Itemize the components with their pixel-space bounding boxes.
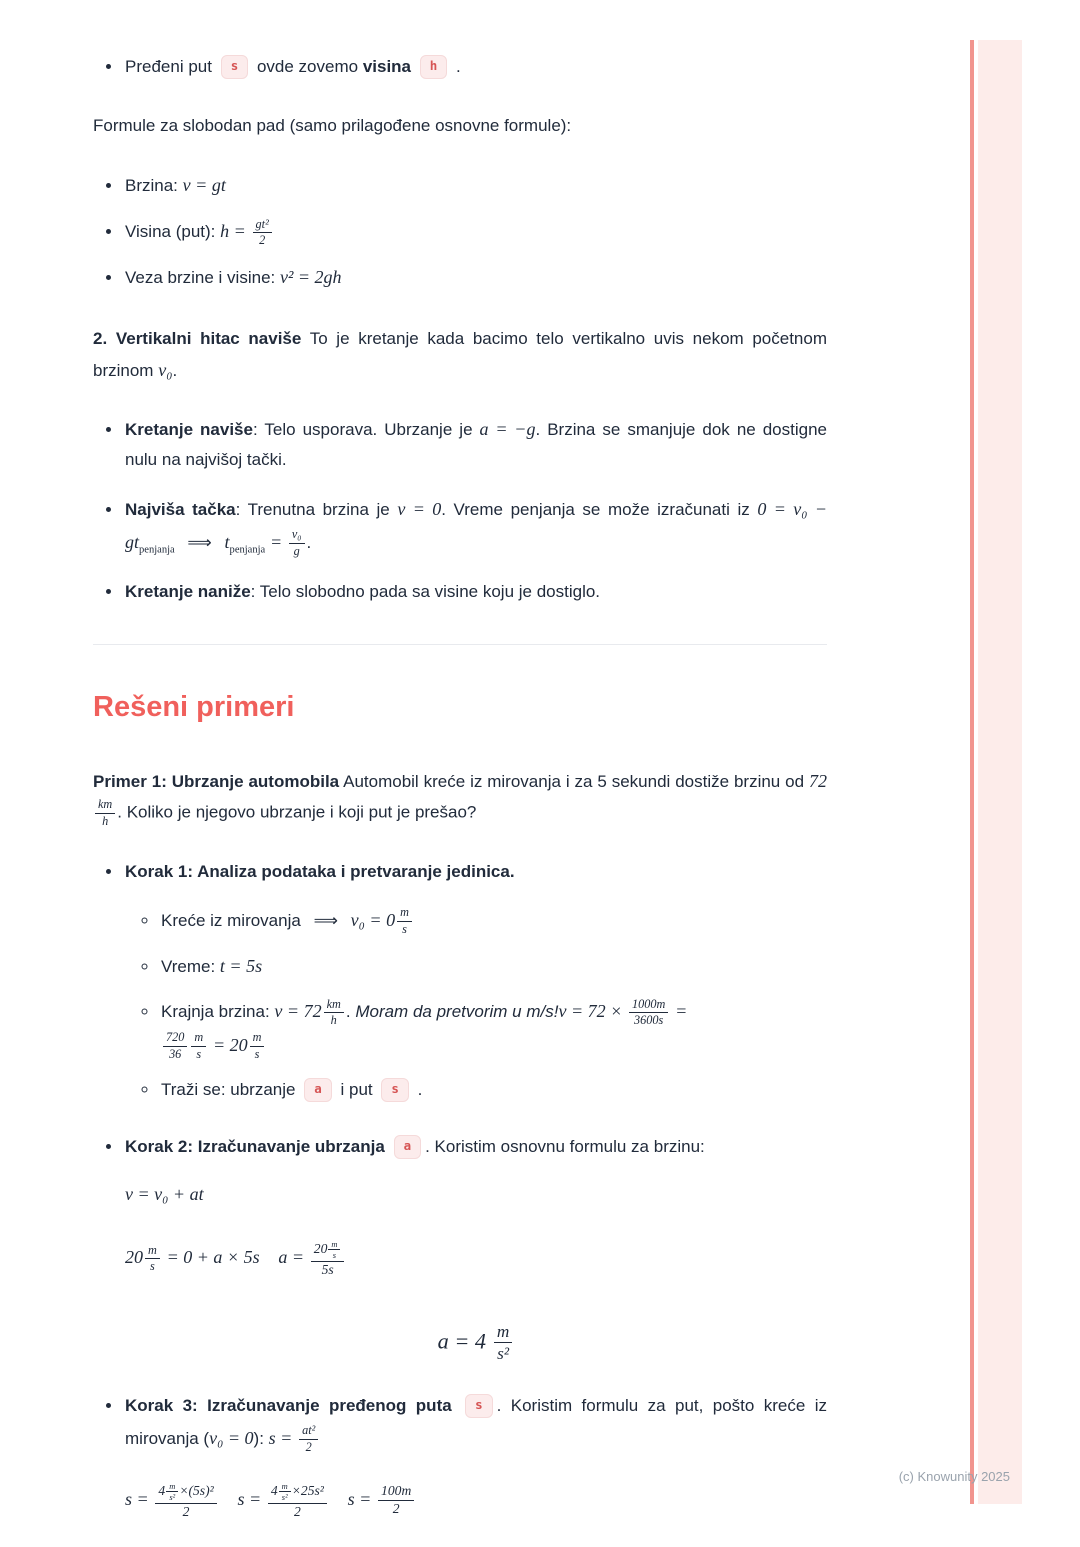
section-heading: Rešeni primeri [93, 690, 295, 723]
text: Kreće iz mirovanja [161, 910, 301, 930]
math-expression: v = gt [182, 175, 226, 196]
fraction [250, 1030, 265, 1062]
math-expression: a = 4 [437, 1328, 487, 1354]
equation-line [125, 1239, 827, 1279]
math-expression: 4 [270, 1482, 278, 1498]
fraction [95, 797, 115, 829]
fraction [163, 1030, 187, 1062]
text-bold: Korak 1: Analiza podataka i pretvaranje jedinica. [125, 861, 515, 881]
code-badge-a: a [304, 1078, 332, 1102]
math-expression: s = [237, 1489, 262, 1510]
math-expression: ×25s² [291, 1482, 324, 1498]
fraction-numerator: m [145, 1243, 160, 1259]
fraction-denominator: 36 [169, 1046, 182, 1061]
fraction-numerator [268, 1481, 327, 1504]
text-bold: Korak 3: Izračunavanje pređenog puta [125, 1395, 452, 1415]
section2-paragraph [93, 324, 827, 387]
fraction [311, 1239, 345, 1279]
math-expression: t = 5s [219, 955, 263, 976]
document-content [93, 52, 827, 1547]
math-expression: a = −g [479, 418, 536, 439]
math-expression: ×(5s)² [179, 1482, 214, 1498]
fraction-numerator: 100m [378, 1483, 414, 1501]
math-expression: = [675, 1001, 688, 1022]
top-bullet-list [93, 52, 827, 83]
section2-bullet-list [93, 413, 827, 608]
text: Traži se: ubrzanje [161, 1080, 296, 1100]
text: : Trenutna brzina je [235, 500, 390, 520]
fraction-denominator: h [102, 813, 109, 828]
sub-list-item [159, 904, 827, 937]
italic-note: Moram da pretvorim u m/s! [355, 1002, 559, 1022]
fraction [397, 905, 412, 937]
math-expression: 0 = v₀ − gt [125, 499, 828, 552]
equation [347, 1483, 417, 1517]
math-expression: 72 [808, 770, 827, 791]
text: i put [340, 1080, 373, 1100]
fraction-numerator: m [494, 1321, 512, 1344]
text-bold: Najviša tačka [125, 500, 236, 520]
fraction-numerator [311, 1239, 345, 1262]
fraction-denominator: s² [169, 1492, 176, 1503]
text-bold: Kretanje naviše [125, 419, 253, 439]
fraction [191, 1030, 206, 1062]
fraction-numerator: m [191, 1030, 206, 1046]
fraction-numerator: gt² [253, 217, 272, 233]
list-item [123, 493, 827, 560]
fraction [268, 1481, 327, 1521]
text: . [172, 361, 178, 381]
math-expression: = 0 + a × 5s [166, 1247, 260, 1268]
equation [237, 1480, 333, 1519]
code-badge-s: s [221, 55, 249, 79]
code-badge-h: h [420, 55, 448, 79]
list-item [123, 169, 827, 202]
fraction-denominator: s² [281, 1492, 288, 1503]
math-expression: 4 [158, 1482, 166, 1498]
section2-title: 2. Vertikalni hitac naviše [93, 328, 302, 348]
fraction [279, 1481, 291, 1503]
fraction-denominator: 2 [259, 232, 266, 247]
fraction-denominator: s [254, 1046, 260, 1061]
divider [93, 644, 827, 645]
primer1-paragraph [93, 765, 827, 829]
sub-list-item [159, 995, 827, 1062]
text: . [306, 532, 312, 552]
math-subscript: penjanja [229, 544, 266, 556]
text: Pređeni put [125, 57, 212, 76]
list-item [123, 52, 827, 83]
math-expression: a = [278, 1247, 305, 1268]
fraction-denominator: 2 [305, 1439, 312, 1454]
fraction-numerator: at² [299, 1423, 318, 1439]
text: . [456, 57, 461, 76]
korak-list [93, 857, 827, 1521]
fraction-numerator: m [397, 905, 412, 921]
math-expression: v = v₀ + at [125, 1184, 204, 1205]
text: ovde zovemo [256, 57, 359, 76]
lead-paragraph: Formule za slobodan pad (samo prilagođene osnovne formule): [93, 115, 572, 135]
fraction-numerator [155, 1481, 216, 1504]
sub-list-item [159, 950, 827, 983]
fraction-denominator: s [150, 1259, 155, 1274]
bullet-korak1 [123, 857, 827, 1106]
fraction-numerator: 1000m [629, 997, 668, 1013]
fraction [378, 1483, 414, 1518]
implies-arrow: ⟹ [313, 910, 338, 931]
math-expression: s = [268, 1427, 293, 1448]
math-expression: = [269, 531, 283, 552]
fraction-denominator: s [402, 921, 407, 936]
fraction [145, 1243, 160, 1275]
math-expression: v² = 2gh [279, 267, 342, 288]
list-item [123, 413, 827, 476]
fraction-numerator: 720 [163, 1030, 187, 1046]
equation [278, 1238, 346, 1277]
primer1-title: Primer 1: Ubrzanje automobila [93, 771, 340, 791]
text: . Vreme penjanja se može izračunati iz [441, 500, 750, 520]
code-badge-a: a [394, 1135, 422, 1159]
fraction-numerator: m [250, 1030, 265, 1046]
formula-label: Brzina: [125, 176, 178, 196]
implies-arrow: ⟹ [187, 532, 212, 553]
text: . [417, 1080, 423, 1100]
math-expression: v = 72 × [558, 1001, 623, 1022]
text: Krajnja brzina: [161, 1002, 270, 1022]
fraction-denominator: g [293, 543, 300, 558]
fraction [299, 1423, 318, 1455]
fraction [494, 1321, 512, 1365]
fraction [253, 217, 272, 249]
fraction-numerator: km [324, 997, 344, 1013]
math-expression: s = [347, 1489, 372, 1510]
text: ): [253, 1428, 264, 1448]
bullet-korak3 [123, 1391, 827, 1521]
math-expression: t [224, 531, 230, 552]
math-expression: = 20 [212, 1034, 248, 1055]
footer-credit: (c) Knowunity 2025 [898, 1469, 1010, 1484]
accent-band [978, 40, 1022, 1504]
fraction-denominator: 2 [293, 1503, 301, 1519]
list-item [123, 261, 827, 294]
equation-line [125, 1481, 827, 1521]
fraction-numerator: m [279, 1481, 291, 1493]
fraction-denominator: 5s [321, 1261, 334, 1277]
math-expression: v = 72 [274, 1001, 322, 1022]
math-expression: 20 [125, 1247, 144, 1268]
math-expression: v₀ [158, 360, 173, 381]
math-expression: v = 0 [397, 499, 442, 520]
formula-list [93, 169, 827, 293]
text: : Telo usporava. Ubrzanje je [252, 419, 473, 439]
fraction-numerator: m [166, 1481, 178, 1493]
fraction [328, 1239, 340, 1261]
equation-line [125, 1178, 827, 1211]
text: . Brzina se smanjuje dok ne dostigne nulu na najvišoj tački. [125, 419, 828, 470]
fraction [289, 527, 305, 559]
text: . Koliko je njegovo ubrzanje i koji put je prešao? [117, 802, 477, 822]
fraction-denominator: 3600s [634, 1013, 664, 1028]
math-expression: v₀ = 0 [209, 1427, 254, 1448]
bullet-korak2 [123, 1132, 827, 1365]
equation [125, 1480, 223, 1519]
fraction-denominator: s [196, 1046, 202, 1061]
equation [125, 1243, 264, 1274]
list-item [123, 577, 827, 608]
fraction-denominator: 2 [182, 1503, 190, 1519]
fraction-numerator: v₀ [289, 527, 305, 543]
text: . [345, 1002, 351, 1022]
sub-list-item [159, 1075, 827, 1106]
text-bold: Kretanje naniže [125, 582, 251, 602]
list-item [123, 215, 827, 248]
fraction [155, 1481, 216, 1521]
accent-line [970, 40, 974, 1504]
text-bold: visina [362, 57, 412, 76]
math-expression: 20 [313, 1240, 328, 1256]
text: To je kretanje kada bacimo telo vertikalno uvis nekom početnom brzinom [93, 328, 828, 381]
code-badge-s: s [381, 1078, 409, 1102]
fraction-denominator: 2 [392, 1501, 400, 1517]
code-badge-s: s [465, 1394, 493, 1418]
formula-label: Visina (put): [125, 221, 216, 241]
text: . Koristim formulu za put, pošto kreće iz mirovanja ( [125, 1395, 827, 1448]
korak1-sub-list [125, 904, 827, 1106]
fraction [324, 997, 344, 1029]
text-bold: Korak 2: Izračunavanje ubrzanja [125, 1136, 385, 1156]
math-expression: v₀ = 0 [350, 909, 396, 930]
text: . Koristim osnovnu formulu za brzinu: [425, 1136, 705, 1156]
text: Vreme: [161, 956, 216, 976]
fraction-denominator: h [330, 1013, 337, 1028]
text: : Telo slobodno pada sa visine koju je dostiglo. [250, 582, 601, 602]
fraction [166, 1481, 178, 1503]
fraction-denominator: s [332, 1250, 337, 1261]
fraction-denominator: s² [497, 1344, 510, 1364]
math-expression: s = [125, 1489, 149, 1510]
math-subscript: penjanja [139, 544, 175, 556]
text: Automobil kreće iz mirovanja i za 5 sekundi dostiže brzinu od [343, 771, 805, 791]
fraction [629, 997, 668, 1029]
math-expression: h = [220, 220, 246, 241]
formula-label: Veza brzine i visine: [125, 268, 276, 288]
fraction-numerator: m [328, 1239, 340, 1251]
fraction-numerator: km [95, 797, 115, 813]
equation-result [125, 1321, 827, 1365]
